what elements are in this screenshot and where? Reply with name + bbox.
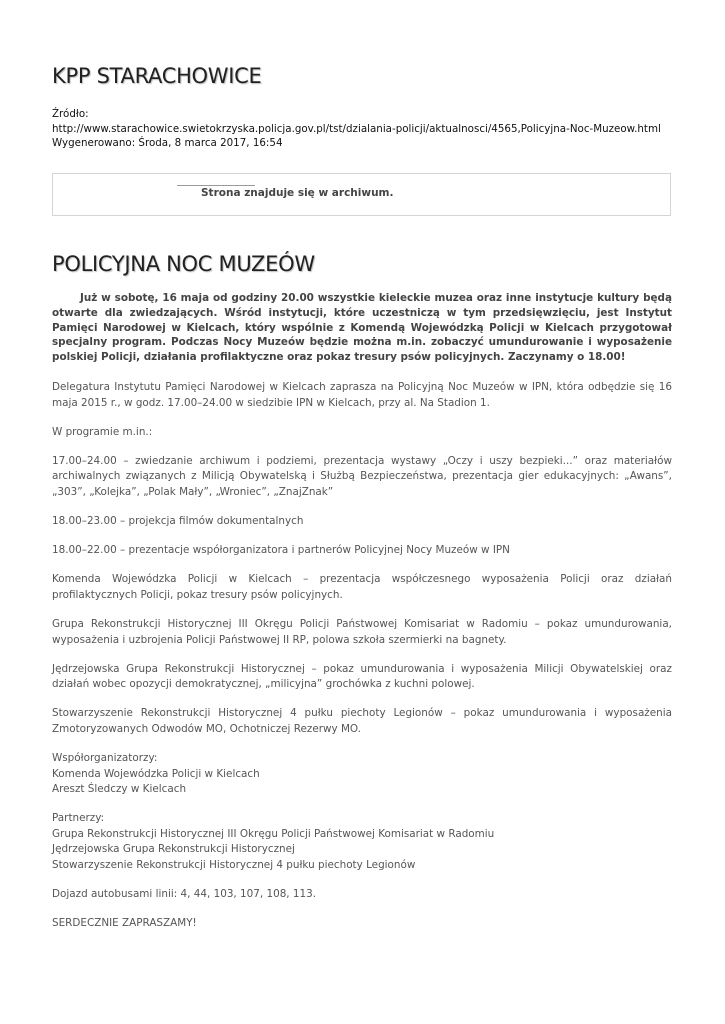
article-body bbox=[52, 291, 672, 945]
coorganizer-item: Komenda Wojewódzka Policji w Kielcach bbox=[52, 767, 260, 780]
partner-item: Stowarzyszenie Rekonstrukcji Historycznej 4 pułku piechoty Legionów bbox=[52, 859, 416, 872]
coorganizers-list bbox=[52, 751, 672, 798]
archive-divider bbox=[177, 185, 255, 186]
source-url: http://www.starachowice.swietokrzyska.policja.gov.pl/tst/dzialania-policji/aktualnosci/4565,Policyjna-Noc-Muzeow.html bbox=[52, 122, 661, 135]
generated-date: Wygenerowano: Środa, 8 marca 2017, 16:54 bbox=[52, 137, 283, 149]
site-title: KPP STARACHOWICE bbox=[52, 64, 262, 88]
partner-item: Grupa Rekonstrukcji Historycznej III Okręgu Policji Państwowej Komisariat w Radomiu bbox=[52, 827, 495, 840]
partner-item: Jędrzejowska Grupa Rekonstrukcji Historycznej bbox=[52, 843, 295, 856]
article-paragraph: 18.00–23.00 – projekcja filmów dokumentalnych bbox=[52, 515, 304, 528]
source-info bbox=[52, 107, 692, 151]
article-paragraph: W programie m.in.: bbox=[52, 425, 153, 438]
coorganizer-item: Areszt Śledczy w Kielcach bbox=[52, 783, 187, 796]
article-paragraph: Grupa Rekonstrukcji Historycznej III Okręgu Policji Państwowej Komisariat w Radomiu – pokaz umundurowania, wyposażenia i uzbrojenia Policji Państwowej II RP, polowa szkoła szermierki na bagnety. bbox=[52, 617, 672, 646]
article-lead: Już w sobotę, 16 maja od godziny 20.00 wszystkie kieleckie muzea oraz inne instytucje kultury będą otwarte dla zwiedzających. Wśród instytucji, które uczestniczą w tym przedsięwzięciu, jest Instytut Pamięci Narodowej w Kielcach, który wspólnie z Komendą Wojewódzką Policji w Kielcach przygotował specjalny program. Podczas Nocy Muzeów będzie można m.in. zobaczyć umundurowanie i wyposażenie polskiej Policji, działania profilaktyczne oraz pokaz tresury psów policyjnych. Zaczynamy o 18.00! bbox=[52, 292, 672, 364]
archive-notice-box bbox=[52, 173, 671, 216]
source-label: Źródło: bbox=[52, 108, 89, 120]
bus-info: Dojazd autobusami linii: 4, 44, 103, 107, 108, 113. bbox=[52, 888, 317, 901]
article-paragraph: Komenda Wojewódzka Policji w Kielcach – prezentacja współczesnego wyposażenia Policji oraz działań profilaktycznych Policji, pokaz tresury psów policyjnych. bbox=[52, 573, 672, 601]
article-paragraph: 18.00–22.00 – prezentacje współorganizatora i partnerów Policyjnej Nocy Muzeów w IPN bbox=[52, 544, 510, 557]
article-paragraph: Stowarzyszenie Rekonstrukcji Historycznej 4 pułku piechoty Legionów – pokaz umundurowania i wyposażenia Zmotoryzowanych Odwodów MO, Ochotniczej Rezerwy MO. bbox=[52, 707, 672, 735]
partners-label: Partnerzy: bbox=[52, 812, 105, 825]
article-paragraph: 17.00–24.00 – zwiedzanie archiwum i podziemi, prezentacja wystawy „Oczy i uszy bezpieki...” oraz materiałów archiwalnych związanych z Milicją Obywatelską i Służbą Bezpieczeństwa, prezentacja gier edukacyjnych: „Awans”, „303”, „Kolejka”, „Polak Mały”, „Wroniec”, „ZnajZnak” bbox=[52, 454, 672, 498]
partners-list bbox=[52, 811, 672, 873]
coorganizers-label: Współorganizatorzy: bbox=[52, 751, 158, 764]
article-paragraph: Delegatura Instytutu Pamięci Narodowej w Kielcach zaprasza na Policyjną Noc Muzeów w IPN, która odbędzie się 16 maja 2015 r., w godz. 17.00–24.00 w siedzibie IPN w Kielcach, przy al. Na Stadion 1. bbox=[52, 380, 672, 409]
archive-notice: Strona znajduje się w archiwum. bbox=[201, 187, 394, 199]
article-paragraph: Jędrzejowska Grupa Rekonstrukcji Historycznej – pokaz umundurowania i wyposażenia Milicji Obywatelskiej oraz działań wobec opozycji demokratycznej, „milicyjna” grochówka z kuchni polowej. bbox=[52, 662, 672, 691]
article-title: POLICYJNA NOC MUZEÓW bbox=[52, 252, 315, 276]
closing-invitation: SERDECZNIE ZAPRASZAMY! bbox=[52, 917, 197, 930]
